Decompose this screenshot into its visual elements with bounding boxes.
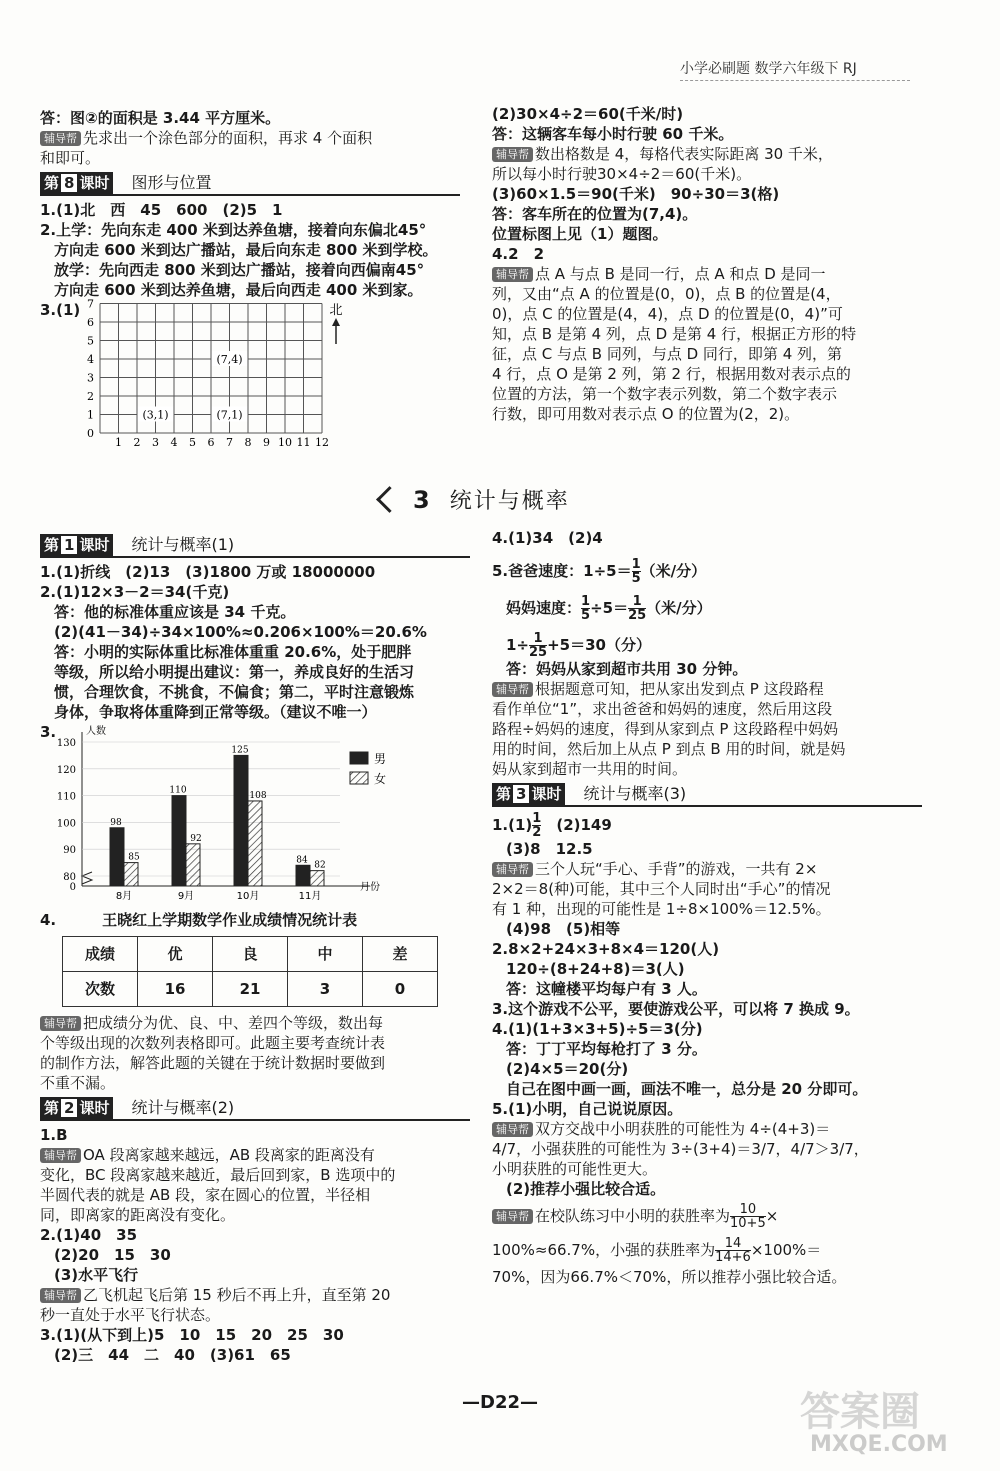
unit-chevron-icon xyxy=(376,486,403,513)
tip-text: 有 1 种，出现的可能性是 1÷8×100%＝12.5%。 xyxy=(492,900,831,918)
left-top-column xyxy=(40,108,460,320)
y-tick-label: 4 xyxy=(87,353,94,366)
x-tick-label: 3 xyxy=(152,436,159,448)
tip-text: 2×2＝8(种)可能，其中三个人同时出“手心”的情况 xyxy=(492,880,831,898)
data-label: 84 xyxy=(296,855,308,866)
tip-text: 征，点 C 与点 B 同列，与点 D 同行，即第 4 列，第 xyxy=(492,345,843,363)
lesson-header xyxy=(492,781,922,807)
tip-text: 100%≈66.7%，小强的获胜率为 xyxy=(492,1241,716,1259)
answer-line: (2)推荐小强比较合适。 xyxy=(506,1180,666,1198)
point-label: (3,1) xyxy=(142,408,169,422)
y-tick-label: 110 xyxy=(56,791,76,803)
x-tick-label: 12 xyxy=(315,436,329,448)
answer-line: 身体，争取将体重降到正常等级。（建议不唯一） xyxy=(54,703,377,721)
tip-text: 双方交战中小明获胜的可能性为 4÷(4+3)＝ xyxy=(535,1120,831,1138)
answer-line: 5.(1)小明，自己说说原因。 xyxy=(492,1100,683,1118)
y-tick-label: 3 xyxy=(87,371,94,385)
bar xyxy=(110,828,124,886)
lesson-tag: 第 1 课时 xyxy=(40,534,113,556)
answer-line: (3)水平飞行 xyxy=(54,1266,139,1284)
answer-line: 位置标图上见（1）题图。 xyxy=(492,225,668,243)
fraction: $\frac{14}{14+6}$ xyxy=(715,1236,751,1265)
data-label: 125 xyxy=(231,745,249,756)
answer-line: (3)60×1.5＝90(千米) 90÷30＝3(格) xyxy=(492,185,780,203)
answer-line: 等级，所以给小明提出建议：第一，养成良好的生活习 xyxy=(54,663,415,681)
unit-name: 统计与概率 xyxy=(449,489,570,514)
x-tick-label: 4 xyxy=(170,436,178,448)
answer-line: 答：妈妈从家到超市共用 30 分钟。 xyxy=(506,660,748,678)
x-tick-label: 8月 xyxy=(115,891,133,902)
lesson-title: 统计与概率(2) xyxy=(131,1098,235,1117)
north-arrowhead-icon xyxy=(332,318,340,326)
tip-text: 秒一直处于水平飞行状态。 xyxy=(40,1306,221,1324)
grades-table xyxy=(62,936,438,1007)
lesson-title: 统计与概率(1) xyxy=(131,535,235,554)
data-label: 82 xyxy=(314,860,326,871)
legend-swatch xyxy=(350,752,368,764)
answer-line: 1.(1) $\frac{1}{2}$ (2)149 xyxy=(492,811,612,840)
data-label: 92 xyxy=(190,833,202,844)
unit-number: 3 xyxy=(413,485,430,514)
tip-text: 看作单位“1”，求出爸爸和妈妈的速度，然后用这段 xyxy=(492,700,833,718)
bar xyxy=(234,755,248,886)
lesson-title: 图形与位置 xyxy=(131,173,212,192)
tip-text: 同，即离家的距离没有变化。 xyxy=(40,1206,236,1224)
data-label: 110 xyxy=(169,785,187,796)
answer-line: 妈妈速度： $\frac{1}{5}$ ÷5＝ $\frac{1}{25}$ （米/分） xyxy=(506,594,712,623)
table-cell: 次数 xyxy=(63,972,138,1007)
x-tick-label: 5 xyxy=(189,436,196,448)
table-header-cell: 良 xyxy=(213,937,288,972)
header-divider xyxy=(680,80,910,81)
tip-label: 辅导帮 xyxy=(492,267,533,282)
table-cell: 0 xyxy=(363,972,438,1007)
point-label: (7,1) xyxy=(216,408,243,422)
tip-text: 先求出一个涂色部分的面积，再求 4 个面积 xyxy=(83,129,373,147)
tip-text: 0)，点 C 的位置是(4，4)，点 D 的位置是(0，4)”可 xyxy=(492,305,843,323)
fraction: $\frac{1}{25}$ xyxy=(529,631,548,660)
y-tick-label: 120 xyxy=(56,764,76,776)
north-label: 北 xyxy=(329,303,343,318)
answer-line: 3.这个游戏不公平，要使游戏公平，可以将 7 换成 9。 xyxy=(492,1000,860,1018)
x-tick-label: 9月 xyxy=(177,891,195,902)
answer-line: 惯，合理饮食，不挑食，不偏食；第二，平时注意锻炼 xyxy=(54,683,415,701)
answer-line: (4)98 (5)相等 xyxy=(506,920,621,938)
right-top-column xyxy=(492,104,922,424)
legend-label: 男 xyxy=(374,752,387,766)
y-tick-label: 80 xyxy=(63,872,76,883)
legend-swatch xyxy=(350,772,368,784)
tip-text: 所以每小时行驶30×4÷2＝60(千米)。 xyxy=(492,165,752,183)
tip-text: 的制作方法，解答此题的关键在于统计数据时要做到 xyxy=(40,1054,386,1072)
answer-line: 5.爸爸速度：1÷5＝ $\frac{1}{5}$ （米/分） xyxy=(492,557,707,586)
table-header-cell: 成绩 xyxy=(63,937,138,972)
fraction: $\frac{1}{5}$ xyxy=(631,557,641,586)
answer-line: 2.8×2+24×3+8×4＝120(人) xyxy=(492,940,720,958)
x-axis-label: 月份 xyxy=(360,882,380,893)
x-tick-label: 6 xyxy=(207,436,215,448)
tip-label: 辅导帮 xyxy=(40,131,81,146)
tip-text: 根据题意可知，把从家出发到点 P 这段路程 xyxy=(535,680,824,698)
y-tick-label: 5 xyxy=(87,334,94,348)
answer-line: 答：丁丁平均每枪打了 3 分。 xyxy=(506,1040,707,1058)
tip-text: 不重不漏。 xyxy=(40,1074,116,1092)
bar xyxy=(172,796,186,886)
table-row xyxy=(63,972,438,1007)
answer-line: 3.(1) xyxy=(40,301,81,319)
tip-text: 和即可。 xyxy=(40,149,101,167)
answer-line: 4.(1)34 (2)4 xyxy=(492,529,603,547)
tip-text: 路程÷妈妈的速度，得到从家到点 P 这段路程中妈妈 xyxy=(492,720,839,738)
left-bottom-column-2 xyxy=(40,910,470,1365)
page-header: 小学必刷题 数学六年级下 RJ xyxy=(680,61,857,77)
tip-text: 三个人玩“手心、手背”的游戏，一共有 2× xyxy=(535,860,818,878)
bar xyxy=(310,871,324,886)
tip-text: 小明获胜的可能性更大。 xyxy=(492,1160,658,1178)
answer-line: (2)(41－34)÷34×100%≈0.206×100%＝20.6% xyxy=(54,623,427,641)
y-tick-label: 100 xyxy=(56,818,76,830)
lesson-header xyxy=(40,170,460,196)
answer-line: 答：这辆客车每小时行驶 60 千米。 xyxy=(492,125,734,143)
answer-line: (2)4×5＝20(分) xyxy=(506,1060,629,1078)
tip-label: 辅导帮 xyxy=(40,1016,81,1031)
x-tick-label: 2 xyxy=(133,436,141,448)
answer-line: 1.B xyxy=(40,1126,68,1144)
table-header-cell: 差 xyxy=(363,937,438,972)
watermark-logo: 答案圈 xyxy=(800,1389,920,1435)
y-tick-label: 0 xyxy=(87,427,94,440)
y-tick-label: 1 xyxy=(87,408,94,422)
answer-line: 答：小明的实际体重比标准体重重 20.6%，处于肥胖 xyxy=(54,643,412,661)
answer-line: 方向走 600 米到达养鱼塘，最后向西走 400 米到家。 xyxy=(54,281,423,299)
answer-line: 1÷ $\frac{1}{25}$ +5＝30（分） xyxy=(506,631,651,660)
axis-break-icon xyxy=(82,872,92,884)
watermark-url: MXQE.COM xyxy=(810,1432,948,1457)
tip-text: 行数，即可用数对表示点 O 的位置为(2，2)。 xyxy=(492,405,800,423)
lesson-tag: 第 8 课时 xyxy=(40,172,113,194)
tip-text: 把成绩分为优、良、中、差四个等级，数出每 xyxy=(83,1014,384,1032)
answer-line: 方向走 600 米到达广播站，最后向东走 800 米到学校。 xyxy=(54,241,438,259)
bar-chart xyxy=(40,724,420,906)
left-bottom-column xyxy=(40,530,470,742)
lesson-tag: 第 3 课时 xyxy=(492,783,565,805)
tip-text: 70%，因为66.7%＜70%，所以推荐小强比较合适。 xyxy=(492,1268,847,1286)
tip-text: 妈从家到超市一共用的时间。 xyxy=(492,760,688,778)
tip-text: 数出格数是 4，每格代表实际距离 30 千米， xyxy=(535,145,833,163)
answer-line: 4.(1)(1+3×3+5)÷5＝3(分) xyxy=(492,1020,703,1038)
answer-line: 3. xyxy=(40,723,57,741)
page-number: —D22— xyxy=(462,1392,538,1413)
tip-text: 半圆代表的就是 AB 段，家在圆心的位置，半径相 xyxy=(40,1186,371,1204)
x-tick-label: 8 xyxy=(244,436,252,448)
table-cell: 21 xyxy=(213,972,288,1007)
bar xyxy=(248,801,262,886)
answer-line: (2)30×4÷2＝60(千米/时) xyxy=(492,105,684,123)
fraction: $\frac{1}{25}$ xyxy=(628,594,647,623)
x-tick-label: 1 xyxy=(115,436,122,448)
table-cell: 3 xyxy=(288,972,363,1007)
x-tick-label: 10 xyxy=(278,436,292,448)
tip-label: 辅导帮 xyxy=(40,1148,81,1163)
fraction: $\frac{10}{10+5}$ xyxy=(730,1202,766,1231)
point-label: (7,4) xyxy=(216,353,243,366)
right-bottom-column: 4.(1)34 (2)4 5.爸爸速度：1÷5＝ $\frac{1}{5}$ （米/分） 妈妈速度： $\frac{1}{5}$ ÷5＝ $\frac{1}{25}$ （米/分） 1÷ $\frac{1}{25}$ +5＝30（分） 答：妈妈从家到超市共用 30 分钟。 辅导帮 根据题意可知，把从家出发到点 P 这段路程 看作单位“1”，求出爸爸和妈妈的速度，然后用这段 路程÷妈妈的速度，得到从家到点 P 这段路程中妈妈 用的时间，然后加上从点 P 到点 B 用的时间，就是妈 妈从家到超市一共用的时间。 第 3 课时 统计与概率(3) 1.(1) $\frac{1}{2}$ (2)149 (3)8 12.5 辅导帮 三个人玩“手心、手背”的游戏，一共有 2× 2×2＝8(种)可能，其中三个人同时出“手心”的情况 有 1 种，出现的可能性是 1÷8×100%＝12.5%。 (4)98 (5)相等 2.8×2+24×3+8×4＝120(人) 120÷(8+24+8)＝3(人) 答：这幢楼平均每户有 3 人。 3.这个游戏不公平，要使游戏公平，可以将 7 换成 9。 4.(1)(1+3×3+5)÷5＝3(分) 答：丁丁平均每枪打了 3 分。 (2)4×5＝20(分) 自己在图中画一画，画法不唯一，总分是 20 分即可。 5.(1)小明，自己说说原因。 辅导帮 双方交战中小明获胜的可能性为 4÷(4+3)＝ 4/7，小强获胜的可能性为 3÷(3+4)＝3/7，4/7＞3/7， 小明获胜的可能性更大。 (2)推荐小强比较合适。 辅导帮 在校队练习中小明的获胜率为 $\frac{10}{10+5}$ × 100%≈66.7%，小强的获胜率为 $\frac{14}{14+6}$ ×100%＝ 70%，因为66.7%＜70%，所以推荐小强比较合适。 xyxy=(492,528,922,1287)
legend-label: 女 xyxy=(374,772,387,786)
data-label: 85 xyxy=(128,852,140,863)
answer-line: 1.(1)折线 (2)13 (3)1800 万或 18000000 xyxy=(40,563,376,581)
tip-text: 用的时间，然后加上从点 P 到点 B 用的时间，就是妈 xyxy=(492,740,846,758)
tip-text: 个等级出现的次数列表格即可。此题主要考查统计表 xyxy=(40,1034,386,1052)
x-tick-label: 7 xyxy=(226,436,233,448)
y-tick-label: 7 xyxy=(87,298,94,311)
answer-line: 答：这幢楼平均每户有 3 人。 xyxy=(506,980,707,998)
tip-text: 列，又由“点 A 的位置是(0，0)，点 B 的位置是(4， xyxy=(492,285,841,303)
bar xyxy=(186,844,200,886)
bar xyxy=(296,865,310,886)
unit-title xyxy=(380,484,570,515)
tip-text: 位置的方法，第一个数字表示列数，第二个数字表示 xyxy=(492,385,838,403)
answer-line: (2)三 44 二 40 (3)61 65 xyxy=(54,1346,291,1364)
table-title: 王晓红上学期数学作业成绩情况统计表 xyxy=(102,911,358,929)
data-label: 98 xyxy=(110,817,122,828)
tip-text: 变化，BC 段离家越来越近，最后回到家，B 选项中的 xyxy=(40,1166,396,1184)
y-axis-label: 人数 xyxy=(86,726,106,737)
answer-line: 答：他的标准体重应该是 34 千克。 xyxy=(54,603,296,621)
answer-line: 4.2 2 xyxy=(492,245,545,263)
x-tick-label: 9 xyxy=(263,436,270,448)
x-tick-label: 10月 xyxy=(236,891,260,902)
fraction: $\frac{1}{2}$ xyxy=(532,811,542,840)
answer-line: 2.(1)12×3－2＝34(千克) xyxy=(40,583,230,601)
tip-text: 点 A 与点 B 是同一行，点 A 和点 D 是同一 xyxy=(535,265,826,283)
tip-text: 乙飞机起飞后第 15 秒后不再上升，直至第 20 xyxy=(83,1286,391,1304)
table-header-cell: 优 xyxy=(138,937,213,972)
answer-line: (2)20 15 30 xyxy=(54,1246,171,1264)
x-tick-label: 11月 xyxy=(298,891,322,902)
lesson-header xyxy=(40,1095,470,1121)
tip-label: 辅导帮 xyxy=(492,147,533,162)
tip-label: 辅导帮 xyxy=(492,1122,533,1137)
answer-line: 1.(1)北 西 45 600 (2)5 1 xyxy=(40,201,283,219)
table-header-cell: 中 xyxy=(288,937,363,972)
answer-line: 2.上学：先向东走 400 米到达养鱼塘，接着向东偏北45° xyxy=(40,221,427,239)
grid-chart xyxy=(78,298,368,448)
lesson-header xyxy=(40,532,470,558)
fraction: $\frac{1}{5}$ xyxy=(581,594,591,623)
table-cell: 16 xyxy=(138,972,213,1007)
y-tick-label: 90 xyxy=(63,845,76,857)
tip-label: 辅导帮 xyxy=(492,862,533,877)
tip-text: 在校队练习中小明的获胜率为 xyxy=(535,1207,731,1225)
answer-line: 答：图②的面积是 3.44 平方厘米。 xyxy=(40,109,281,127)
tip-label: 辅导帮 xyxy=(492,682,533,697)
answer-line: 2.(1)40 35 xyxy=(40,1226,138,1244)
y-tick-label: 130 xyxy=(56,738,76,749)
answer-line: 自己在图中画一画，画法不唯一，总分是 20 分即可。 xyxy=(506,1080,868,1098)
y-tick-label: 2 xyxy=(87,390,94,403)
answer-line: 120÷(8+24+8)＝3(人) xyxy=(506,960,685,978)
data-label: 108 xyxy=(249,790,267,801)
y-tick-label: 0 xyxy=(69,882,76,893)
question-number: 4. xyxy=(40,911,57,929)
table-row xyxy=(63,937,438,972)
tip-text: 4/7，小强获胜的可能性为 3÷(3+4)＝3/7，4/7＞3/7， xyxy=(492,1140,869,1158)
lesson-title: 统计与概率(3) xyxy=(583,784,687,803)
x-tick-label: 11 xyxy=(296,436,311,448)
y-tick-label: 6 xyxy=(87,316,94,329)
bar xyxy=(124,863,138,886)
answer-line: 3.(1)(从下到上)5 10 15 20 25 30 xyxy=(40,1326,344,1344)
answer-line: 答：客车所在的位置为(7,4)。 xyxy=(492,205,698,223)
tip-text: 知，点 B 是第 4 列，点 D 是第 4 行，根据正方形的特 xyxy=(492,325,857,343)
tip-text: 4 行，点 O 是第 2 列，第 2 行，根据用数对表示点的 xyxy=(492,365,851,383)
lesson-tag: 第 2 课时 xyxy=(40,1097,113,1119)
tip-label: 辅导帮 xyxy=(40,1288,81,1303)
answer-line: 放学：先向西走 800 米到达广播站，接着向西偏南45° xyxy=(54,261,425,279)
tip-text: OA 段离家越来越远，AB 段离家的距离没有 xyxy=(83,1146,375,1164)
tip-label: 辅导帮 xyxy=(492,1209,533,1224)
answer-line: (3)8 12.5 xyxy=(506,840,593,858)
